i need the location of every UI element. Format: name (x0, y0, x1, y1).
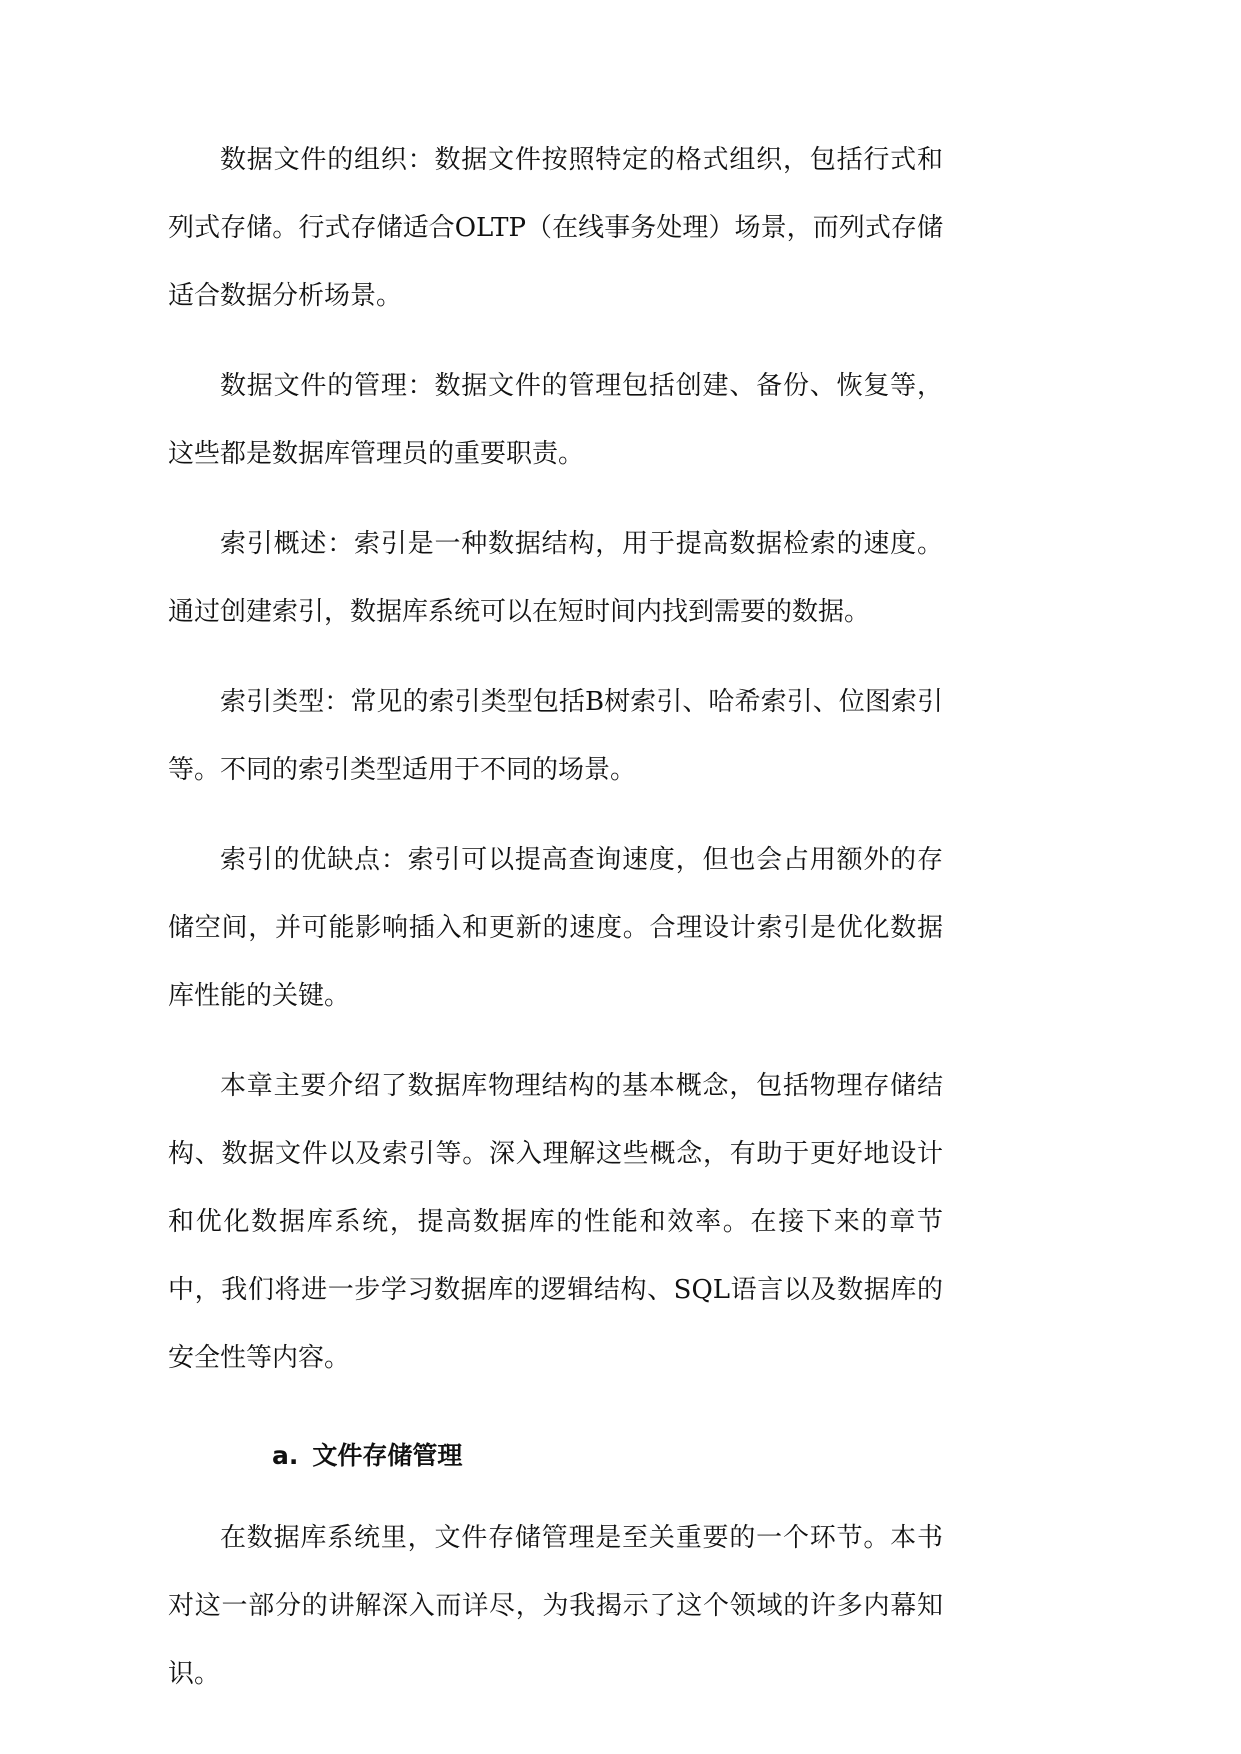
paragraph-data-file-organization: 数据文件的组织：数据文件按照特定的格式组织，包括行式和列式存储。行式存储适合OLTP（在线事务处理）场景，而列式存储适合数据分析场景。 (168, 145, 943, 311)
paragraph-chapter-summary: 本章主要介绍了数据库物理结构的基本概念，包括物理存储结构、数据文件以及索引等。深入理解这些概念，有助于更好地设计和优化数据库系统，提高数据库的性能和效率。在接下来的章节中，我们将进一步学习数据库的逻辑结构、SQL语言以及数据库的安全性等内容。 (168, 1071, 943, 1373)
paragraph-index-types: 索引类型：常见的索引类型包括B树索引、哈希索引、位图索引等。不同的索引类型适用于不同的场景。 (168, 687, 943, 785)
section-heading-marker: a. (272, 1441, 299, 1470)
document-body (168, 126, 943, 1730)
paragraph-data-file-management: 数据文件的管理：数据文件的管理包括创建、备份、恢复等，这些都是数据库管理员的重要职责。 (168, 371, 943, 469)
paragraph-file-storage-management: 在数据库系统里，文件存储管理是至关重要的一个环节。本书对这一部分的讲解深入而详尽，为我揭示了这个领域的许多内幕知识。 (168, 1523, 943, 1689)
section-heading (168, 1426, 943, 1486)
paragraph-index-overview: 索引概述：索引是一种数据结构，用于提高数据检索的速度。通过创建索引，数据库系统可以在短时间内找到需要的数据。 (168, 529, 943, 627)
section-heading-title: 文件存储管理 (312, 1441, 463, 1470)
paragraph-index-pros-cons: 索引的优缺点：索引可以提高查询速度，但也会占用额外的存储空间，并可能影响插入和更新的速度。合理设计索引是优化数据库性能的关键。 (168, 845, 943, 1011)
